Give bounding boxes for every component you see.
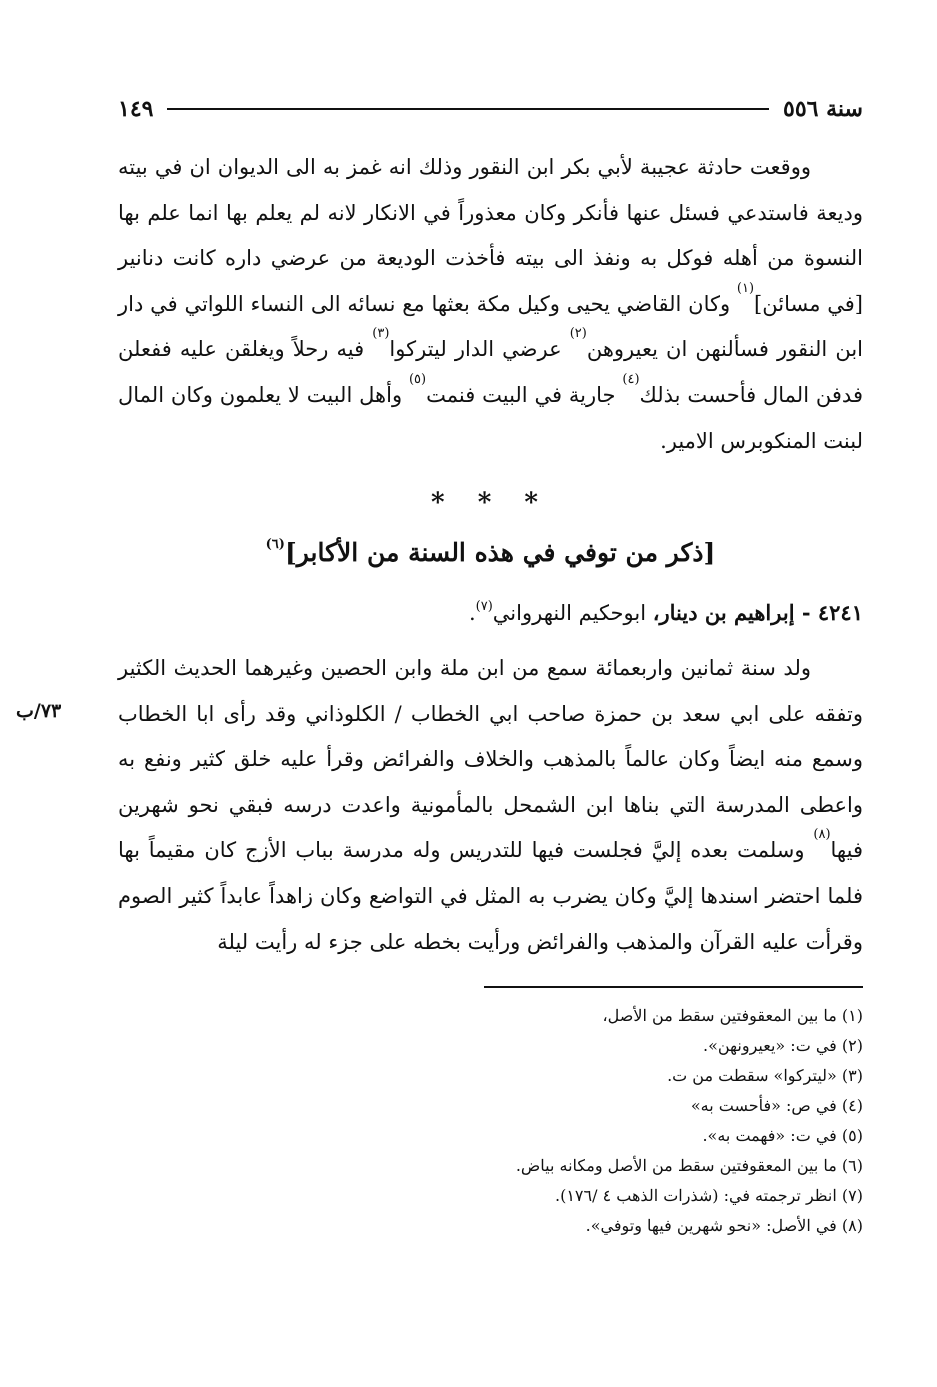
section-separator: * * * [431,488,550,518]
page-number: ١٤٩ [118,96,154,122]
text-run: فيه رحلاً ويغلقن عليه ففعلن فدفن المال فأحست بذلك [118,337,863,407]
footnote-ref-3: (٣) [372,326,390,342]
paragraph-incident [118,145,863,464]
footnote: (٨) في الأصل: «نحو شهرين فيها وتوفي». [585,1216,863,1235]
footnote: (٢) في ت: «يعيرونهن». [702,1036,863,1055]
text-run: جارية في البيت فنمت [426,382,623,407]
entry-name: إبراهيم بن دينار، [652,600,795,625]
header-rule [167,108,769,110]
year-label: سنة ٥٥٦ [783,96,863,122]
section-heading-text: [ذكر من توفي في هذه السنة من الأكابر] [284,538,716,567]
biography-text [118,646,863,965]
entry-title [118,600,863,625]
footnotes-list [118,1001,863,1241]
footnote: (٥) في ت: «فهمت به». [702,1126,863,1145]
page-header [118,92,863,126]
entry-kunya: ابوحكيم النهرواني [492,601,653,625]
section-heading [118,538,863,567]
paragraph-biography [118,646,863,965]
footnote-ref-8: (٨) [813,827,831,843]
text-run: وأهل البيت لا يعلمون وكان المال لبنت المنكوبرس الامير. [118,382,863,453]
folio-margin-note: ٧٣/ب [16,700,62,722]
footnote-ref-6: (٦) [265,537,285,552]
text-run: ولد سنة ثمانين واربعمائة سمع من ابن ملة وابن الحصين وغيرهما الحديث الكثير وتفقه على ابي سعد بن حمزة صاحب ابي الخطاب / الكلوذاني وقد رأى ابا الخطاب وسمع منه ايضاً وكان عالماً بالمذهب والخلاف والفرائض وقرأ عليه خلق كثير ونفع به واعطى المدرسة التي بناها ابن الشمحل بالمأمونية واعدت درسه فبقي نحو شهرين فيها [118,656,864,863]
footnote: (٦) ما بين المعقوفتين سقط من الأصل ومكانه بياض. [515,1156,863,1175]
footnote-ref-7: (٧) [475,599,493,614]
footnote-ref-1: (١) [736,280,755,296]
footnote-ref-2: (٢) [569,326,587,342]
text-run: وسلمت بعده إليَّ فجلست فيها للتدريس وله مدرسة بباب الأزج كان مقيماً بها فلما احتضر اسندها إليَّ وكان يضرب به المثل في التواضع وكان زاهداً عابداً كثير الصوم وقرأت عليه القرآن والمذهب والفرائض ورأيت بخطه على جزء له رأيت ليلة [118,838,863,954]
text-run: ووقعت حادثة عجيبة لأبي بكر ابن النقور وذلك انه غمز به الى الديوان ان في بيته وديعة فاستدعي فسئل عنها فأنكر وكان معذوراً في الانكار لانه لم يعلم بها انما علم بها النسوة من أهله فوكل به ونفذ الى بيته فأخذت الوديعة من عرضي داره كانت دنانير [في مسائن] [118,155,863,316]
footnote-divider [484,986,863,988]
entry-end: . [468,601,476,625]
footnote: (١) ما بين المعقوفتين سقط من الأصل، [602,1006,863,1025]
text-run: عرضي الدار ليتركوا [389,337,570,362]
footnote: (٣) «ليتركوا» سقطت من ت. [667,1066,863,1085]
entry-number: ٤٢٤١ - [794,600,863,625]
footnote-ref-5: (٥) [408,371,427,387]
main-text [118,145,863,464]
text-run: وكان القاضي يحيى وكيل مكة بعثها مع نسائه الى النساء اللواتي في دار ابن النقور فسألنهن ان يعيروهن [118,291,863,362]
footnote-ref-4: (٤) [622,371,640,387]
footnote: (٤) في ص: «فأحست به» [690,1096,863,1115]
footnote: (٧) انظر ترجمته في: (شذرات الذهب ٤ /١٧٦). [555,1186,863,1205]
